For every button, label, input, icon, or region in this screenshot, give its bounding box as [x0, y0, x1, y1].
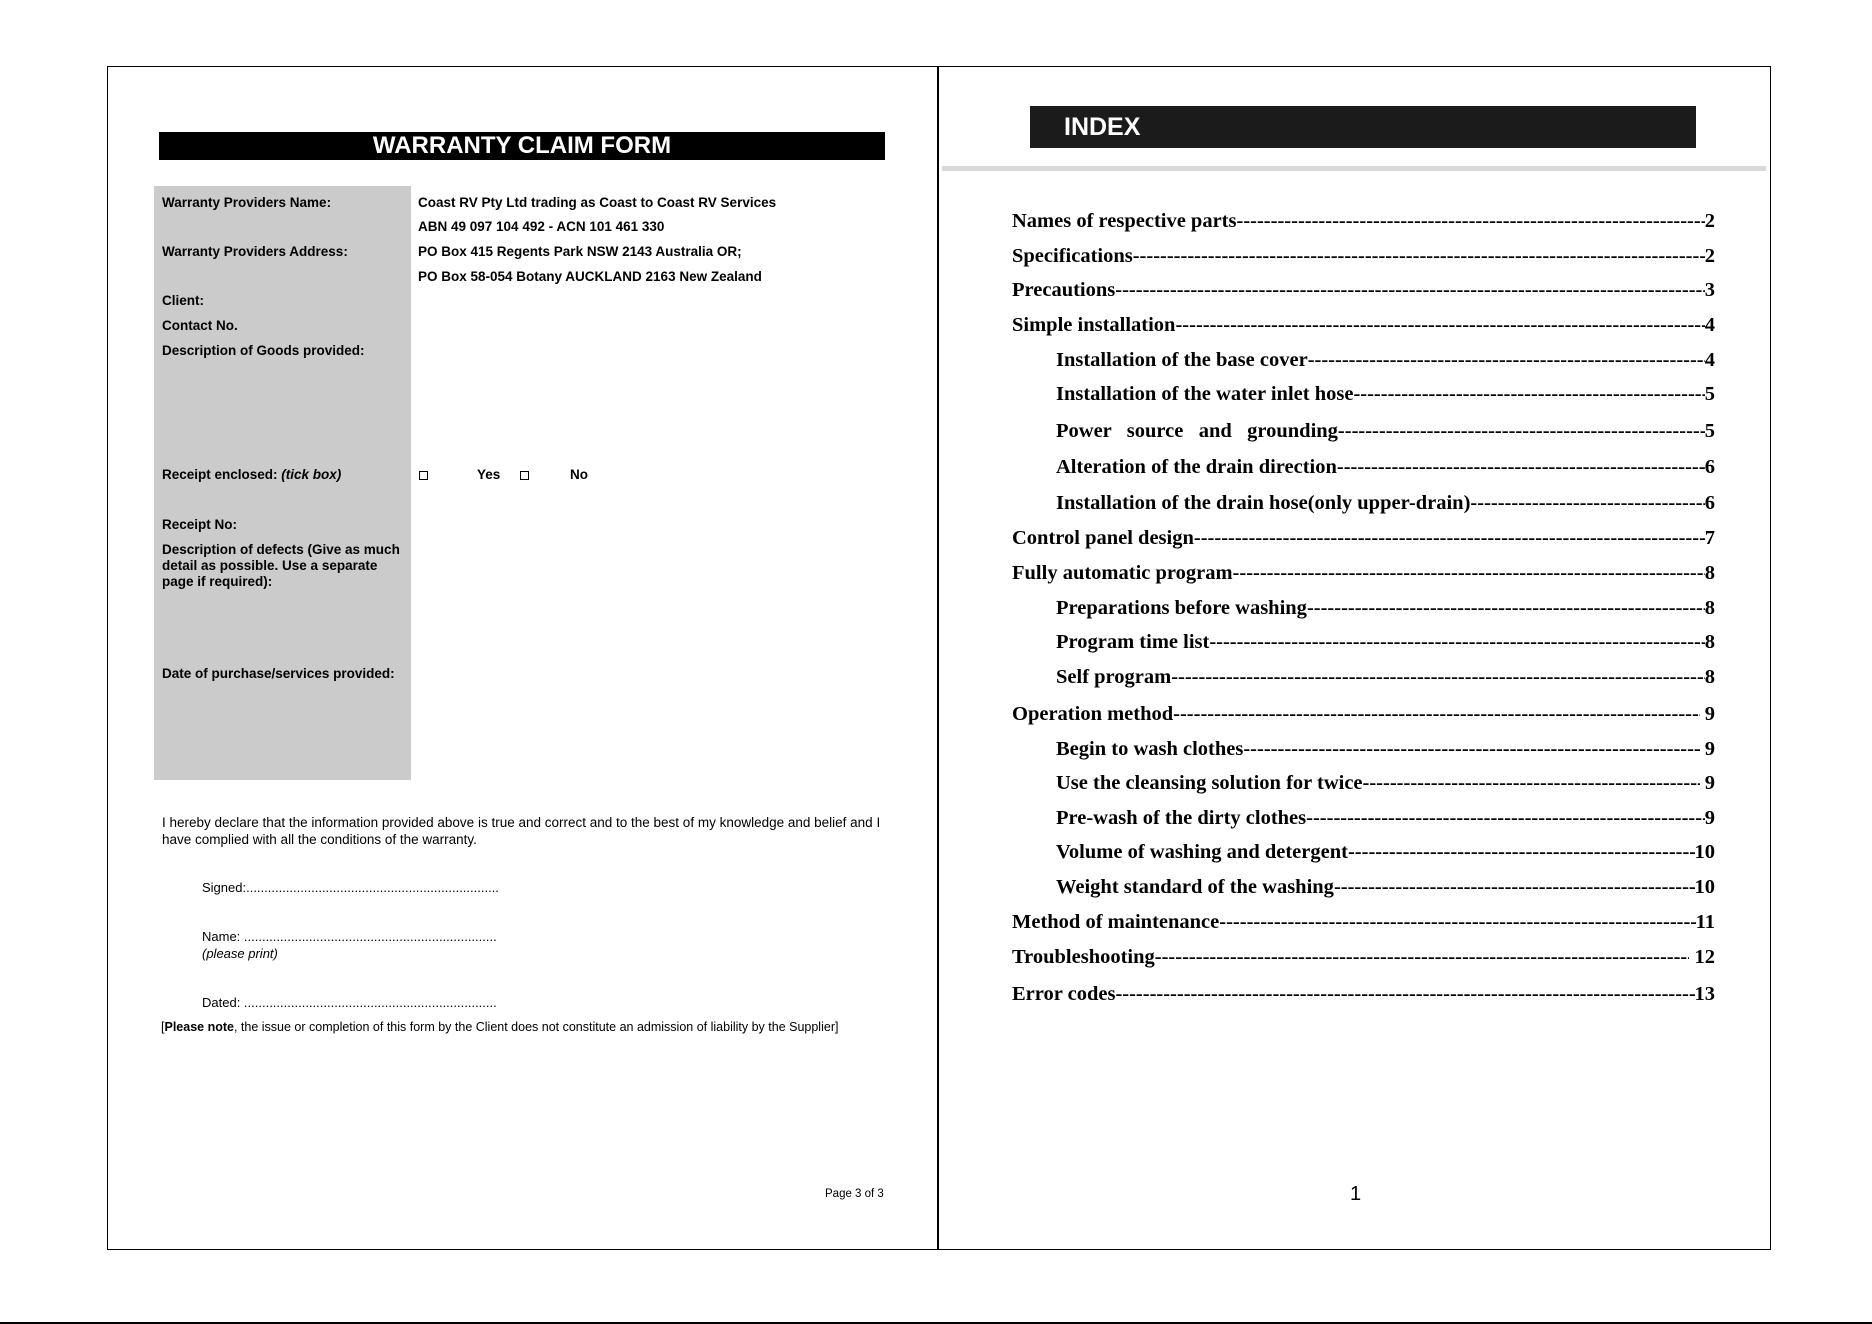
receipt-enclosed-text: Receipt enclosed:: [162, 467, 282, 482]
toc-entry[interactable]: Volume of washing and detergent ----- 10: [1056, 840, 1715, 864]
toc-entry[interactable]: Installation of the water inlet hose ----- 5: [1056, 382, 1715, 406]
toc-entry[interactable]: Precautions ----- 3: [1012, 278, 1715, 302]
toc-entry[interactable]: Operation method ----- 9: [1012, 702, 1715, 726]
toc-entry[interactable]: Installation of the drain hose(only upper-drain) ----- 6: [1056, 491, 1715, 515]
note-text: , the issue or completion of this form by the Client does not constitute an admission of liability by the Supplier]: [233, 1020, 839, 1034]
index-title: INDEX: [1030, 106, 1696, 148]
client-label: Client:: [162, 293, 204, 308]
toc-entry[interactable]: Troubleshooting ----- 12: [1012, 945, 1715, 969]
label-column: [154, 186, 411, 780]
signed-line: Signed:......................................................................: [202, 880, 499, 895]
address-line-1: PO Box 415 Regents Park NSW 2143 Australia OR;: [418, 244, 742, 259]
warranty-form-title: WARRANTY CLAIM FORM: [159, 132, 885, 160]
checkbox-square-icon: [419, 471, 428, 480]
no-checkbox[interactable]: [520, 467, 529, 482]
page-label: Page 3 of 3: [825, 1188, 884, 1200]
receipt-no-label: Receipt No:: [162, 517, 238, 532]
no-label: No: [570, 467, 588, 482]
provider-address-label: Warranty Providers Address:: [162, 244, 348, 259]
yes-checkbox[interactable]: [419, 467, 428, 482]
toc-entry[interactable]: Installation of the base cover ----- 4: [1056, 348, 1715, 372]
dated-line: Dated: ......................................................................: [202, 995, 497, 1010]
toc-entry[interactable]: Simple installation ----- 4: [1012, 313, 1715, 337]
checkbox-square-icon: [520, 471, 529, 480]
goods-label: Description of Goods provided:: [162, 343, 365, 358]
toc-entry[interactable]: Pre-wash of the dirty clothes ----- 9: [1056, 806, 1715, 830]
liability-note: [Please note, the issue or completion of this form by the Client does not constitute an admission of liability by the Supplier]: [161, 1020, 839, 1034]
toc-entry[interactable]: Self program ----- 8: [1056, 665, 1715, 689]
toc-entry[interactable]: Power source and grounding ----- 5: [1056, 419, 1715, 443]
date-label: Date of purchase/services provided:: [162, 666, 395, 681]
declaration-text: I hereby declare that the information provided above is true and correct and to the best of my knowledge and belief and I have complied with all the conditions of the warranty.: [162, 815, 881, 847]
index-page-number: 1: [1350, 1183, 1362, 1205]
note-bold: Please note: [164, 1020, 234, 1034]
toc-entry[interactable]: Specifications ----- 2: [1012, 244, 1715, 268]
toc-entry[interactable]: Begin to wash clothes ----- 9: [1056, 737, 1715, 761]
address-line-2: PO Box 58-054 Botany AUCKLAND 2163 New Zealand: [418, 269, 762, 284]
toc-entry[interactable]: Weight standard of the washing ----- 10: [1056, 875, 1715, 899]
toc-entry[interactable]: Use the cleansing solution for twice ----- 9: [1056, 771, 1715, 795]
page-divider: [937, 66, 939, 1250]
tick-box-hint: (tick box): [281, 467, 342, 482]
toc-entry[interactable]: Program time list ----- 8: [1056, 630, 1715, 654]
abn-value: ABN 49 097 104 492 - ACN 101 461 330: [418, 219, 665, 234]
receipt-enclosed-label: [162, 467, 406, 483]
provider-name-label: Warranty Providers Name:: [162, 195, 332, 210]
toc-entry[interactable]: Names of respective parts ----- 2: [1012, 209, 1715, 233]
yes-label: Yes: [477, 467, 501, 482]
index-rule: [942, 166, 1766, 171]
toc-entry[interactable]: Fully automatic program ----- 8: [1012, 561, 1715, 585]
toc-entry[interactable]: Control panel design ----- 7: [1012, 526, 1715, 550]
toc-entry[interactable]: Method of maintenance ----- 11: [1012, 910, 1715, 934]
toc-entry[interactable]: Preparations before washing ----- 8: [1056, 596, 1715, 620]
name-line: Name: ......................................................................: [202, 929, 497, 944]
defects-label: Description of defects (Give as much detail as possible. Use a separate page if required):: [162, 542, 400, 589]
contact-label: Contact No.: [162, 318, 238, 333]
toc-entry[interactable]: Error codes ----- 13: [1012, 982, 1715, 1006]
please-print-hint: (please print): [202, 946, 278, 961]
provider-name-value: Coast RV Pty Ltd trading as Coast to Coast RV Services: [418, 195, 777, 210]
toc-entry[interactable]: Alteration of the drain direction ----- 6: [1056, 455, 1715, 479]
